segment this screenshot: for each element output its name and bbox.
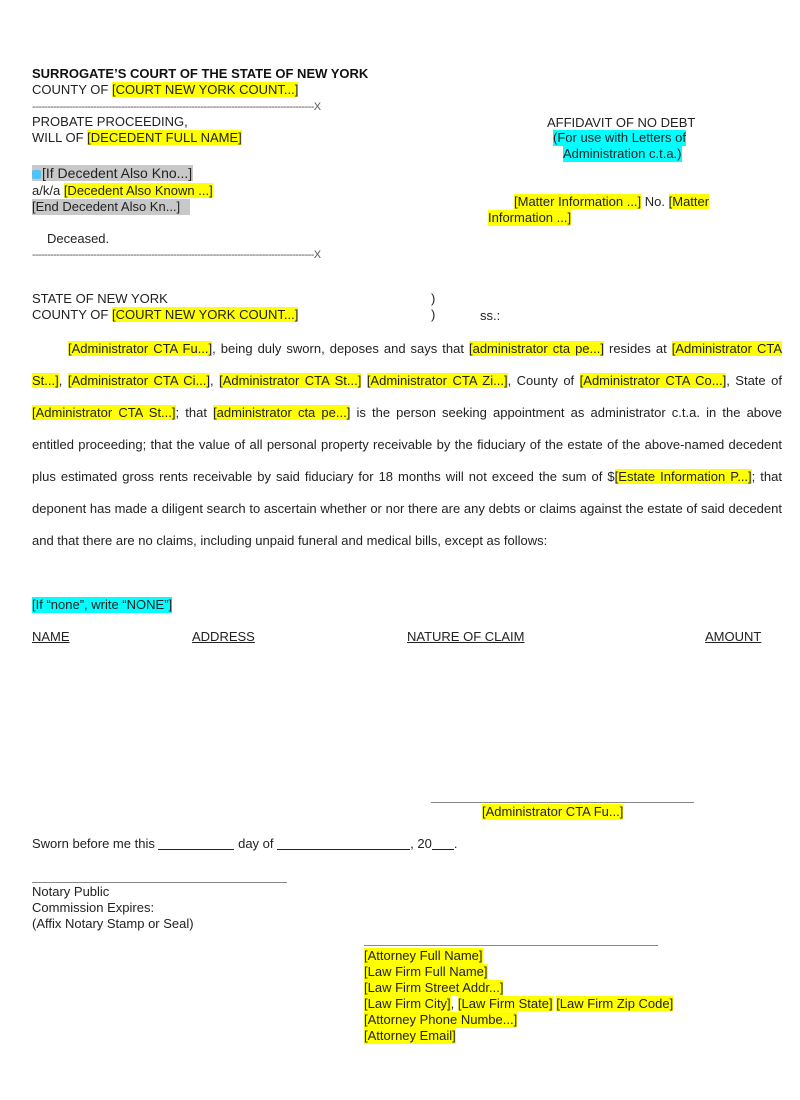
attorney-signature-line — [364, 945, 658, 946]
county-field[interactable]: [COURT NEW YORK COUNT...] — [111, 82, 299, 97]
decedent-field[interactable]: [DECEDENT FULL NAME] — [87, 130, 242, 145]
court-title: SURROGATE’S COURT OF THE STATE OF NEW YORK — [32, 66, 369, 81]
will-of-line — [32, 130, 242, 146]
caption-separator-2: --------------------------------------------------------------------------------------------X — [32, 249, 321, 261]
commission-label: Commission Expires: — [32, 900, 155, 915]
law-firm-city-line — [364, 996, 673, 1012]
law-firm-city-field[interactable]: [Law Firm City] — [364, 996, 451, 1011]
content-control-marker-icon — [32, 170, 41, 179]
admin-zip-field[interactable]: [Administrator CTA Zi...] — [366, 373, 508, 388]
venue-paren-2: ) — [431, 307, 436, 322]
month-blank[interactable] — [277, 837, 410, 850]
subtitle-line-1: (For use with Letters of — [553, 130, 686, 145]
claims-header-amount: AMOUNT — [705, 629, 762, 644]
body-text: , County of — [507, 373, 580, 388]
claims-header-address: ADDRESS — [192, 629, 255, 644]
notary-signature-line — [32, 882, 287, 883]
body-text: , — [210, 373, 220, 388]
body-text: , State of — [726, 373, 782, 388]
venue-county-field[interactable]: [COURT NEW YORK COUNT...] — [111, 307, 299, 322]
admin-street-field[interactable]: [Administrator CTA St...] — [32, 341, 782, 388]
none-instruction: [If “none”, write “NONE”] — [32, 597, 173, 612]
attorney-phone-field[interactable]: [Attorney Phone Numbe...] — [364, 1012, 518, 1027]
body-text — [361, 373, 366, 388]
matter-field-2-cont[interactable]: Information ...] — [488, 210, 572, 225]
law-firm-street-field[interactable]: [Law Firm Street Addr...] — [364, 980, 504, 995]
signature-admin-name[interactable]: [Administrator CTA Fu...] — [482, 804, 624, 819]
jurat-end: . — [453, 836, 458, 851]
aka-field[interactable]: [Decedent Also Known ...] — [63, 183, 213, 198]
attorney-name-field[interactable]: [Attorney Full Name] — [364, 948, 483, 963]
will-of-label: WILL OF — [32, 130, 84, 145]
matter-line — [514, 194, 709, 210]
admin-city-field[interactable]: [Administrator CTA Ci...] — [67, 373, 211, 388]
venue-paren-1: ) — [431, 291, 436, 306]
law-firm-name-field[interactable]: [Law Firm Full Name] — [364, 964, 488, 979]
proceeding-label: PROBATE PROCEEDING, — [32, 114, 188, 129]
admin-state-field[interactable]: [Administrator CTA St...] — [32, 405, 176, 420]
admin-county-field[interactable]: [Administrator CTA Co...] — [579, 373, 727, 388]
jurat-line — [32, 836, 457, 852]
matter-field-2[interactable]: [Matter — [668, 194, 710, 209]
day-of-label: day of — [238, 836, 274, 851]
affidavit-body — [32, 333, 782, 557]
deceased-label: Deceased. — [47, 231, 110, 246]
law-firm-zip-field[interactable]: [Law Firm Zip Code] — [556, 996, 674, 1011]
document-title: AFFIDAVIT OF NO DEBT — [547, 115, 696, 130]
day-blank[interactable] — [158, 837, 234, 850]
body-text: , being duly sworn, deposes and says that — [212, 341, 469, 356]
claims-header-name: NAME — [32, 629, 70, 644]
aka-line — [32, 183, 213, 199]
aka-label: a/k/a — [32, 183, 61, 198]
body-text: , — [58, 373, 68, 388]
aka-start-field: [If Decedent Also Kno...] — [42, 165, 193, 181]
aka-conditional-start[interactable] — [32, 165, 193, 181]
estate-value-field[interactable]: [Estate Information P...] — [614, 469, 752, 484]
venue-ss: ss.: — [480, 308, 501, 323]
aka-end-field[interactable]: [End Decedent Also Kn...] — [32, 199, 190, 215]
body-text: is the person seeking appointment as administrator c.t.a. in the above entitled proceeding; that the value of all personal property receivable by the fiduciary of the estate of the above-named decedent plus estimated gross rents receivable by said fiduciary for 18 months will not exceed the sum of $ — [32, 405, 782, 484]
venue-state: STATE OF NEW YORK — [32, 291, 168, 306]
body-text: resides at — [604, 341, 672, 356]
sworn-prefix: Sworn before me this — [32, 836, 155, 851]
subtitle-line-2: Administration c.t.a.) — [563, 146, 682, 161]
matter-field-1[interactable]: [Matter Information ...] — [514, 194, 642, 209]
attorney-email-field[interactable]: [Attorney Email] — [364, 1028, 456, 1043]
admin-state-addr-field[interactable]: [Administrator CTA St...] — [219, 373, 362, 388]
claims-header-nature: NATURE OF CLAIM — [407, 629, 525, 644]
signature-line — [431, 802, 694, 803]
body-text: ; that deponent has made a diligent search to ascertain whether or nor there are any debts or claims against the estate of said decedent and that there are no claims, including unpaid funeral and medical bills, except as follows: — [32, 469, 782, 548]
venue-county-line — [32, 307, 298, 323]
county-label: COUNTY OF — [32, 82, 109, 97]
year-blank[interactable] — [432, 837, 454, 850]
venue-county-label: COUNTY OF — [32, 307, 109, 322]
affix-stamp-label: (Affix Notary Stamp or Seal) — [32, 916, 194, 931]
notary-public-label: Notary Public — [32, 884, 110, 899]
year-prefix: , 20 — [410, 836, 432, 851]
comma: , — [450, 996, 455, 1011]
no-label: No. — [644, 194, 666, 209]
law-firm-state-field[interactable]: [Law Firm State] — [457, 996, 553, 1011]
admin-pronoun-field[interactable]: [administrator cta pe...] — [468, 341, 604, 356]
body-text: ; that — [175, 405, 214, 420]
admin-pronoun-field-2[interactable]: [administrator cta pe...] — [213, 405, 351, 420]
caption-separator: --------------------------------------------------------------------------------------------X — [32, 101, 321, 113]
county-line — [32, 82, 298, 98]
admin-name-field[interactable]: [Administrator CTA Fu...] — [68, 341, 213, 356]
